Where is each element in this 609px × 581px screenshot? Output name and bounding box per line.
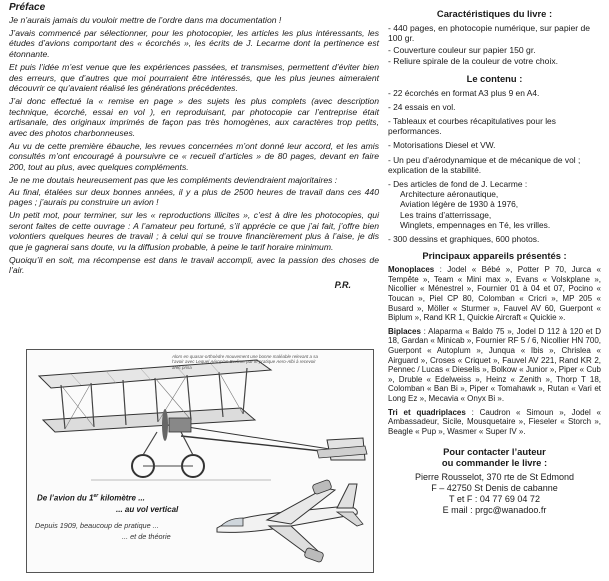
- preface-paragraph: Au final, étalées sur deux bonnes années, il y a plus de 2500 heures de travail dans ces 440 pages ; j’aurais pu construire un avion !: [9, 186, 379, 208]
- preface-paragraph: Je ne me doutais heureusement pas que les compléments deviendraient majoritaires :: [9, 174, 338, 185]
- contents-item: - Motorisations Diesel et VW.: [388, 140, 496, 151]
- contents-item: - Un peu d’aérodynamique et de mécanique de vol ; explication de la stabilité.: [388, 154, 581, 175]
- illustration-caption-since: Depuis 1909, beaucoup de pratique ...: [35, 521, 159, 530]
- contact-city: F – 42750 St Denis de cabanne: [431, 483, 558, 494]
- illustration-caption-vertical: ... au vol vertical: [116, 505, 179, 514]
- preface-paragraph: Je n’aurais jamais du vouloir mettre de l’ordre dans ma documentation !: [9, 15, 282, 25]
- feature-item: - Couverture couleur sur papier 150 gr.: [388, 44, 536, 55]
- preface-section: [9, 2, 379, 290]
- contact-address: Pierre Rousselot, 370 rte de St Edmond: [414, 472, 575, 483]
- lecarme-article: Winglets, empennages en Té, les vrilles.: [400, 219, 551, 230]
- book-info-column: [388, 8, 601, 516]
- contact-title: Pour contacter l’auteur ou commander le livre :: [441, 446, 548, 469]
- features-title: Caractéristiques du livre :: [436, 8, 553, 19]
- preface-paragraph: Quoiqu’il en soit, ma récompense est dans le travail accompli, avec la passion des choses de l’air.: [9, 254, 379, 276]
- contents-item: - 22 écorchés en format A3 plus 9 en A4.: [388, 87, 540, 98]
- contents-item: - Des articles de fond de J. Lecarme :: [388, 179, 528, 190]
- contents-item: - Tableaux et courbes récapitulatives pour les performances.: [388, 116, 556, 137]
- appareils-monoplaces: Monoplaces : Jodel « Bébé », Potter P 70, Jurca « Tempête », Team « Mini max », Evans « Volskplane », Nicollier « Ménestrel », Fournier 01 à 04 et 07, Pocino « Toucan », Piel CP 80, Colomban « Cricri », MP 205 « Busard », Möller « Sturmer », Fauvel AV 60, Guerpont « Biplum », Rand KR 1, Quickie Aircraft « Quickie ».: [388, 265, 601, 323]
- preface-signature: P.R.: [334, 280, 351, 291]
- appareils-biplaces: Biplaces : Alaparma « Baldo 75 », Jodel D 112 à 120 et D 18, Gardan « Minicab », Fournier RF 5 / 6, Nicollier HN 700, Guerpont « Autoplum », Junqua « Ibis », Chrislea « Airguard », Croses « Criquet », Fauvel AV 221, Rand KR 2, Pennec / Lucas « Dieselis », Bolkow « Junior », Piper « Cub », Druble « Edelweiss », Heinz « Zenith », Thorp T 18, Colomban « Ban Bi », Piper « Tomahawk », Rutan « Vari et Long Ez », Mecavia « Onyx Bi ».: [388, 326, 602, 403]
- lecarme-article: Les trains d’atterrissage,: [400, 209, 492, 220]
- preface-title: Préface: [9, 2, 46, 13]
- contents-title: Le contenu :: [466, 72, 523, 84]
- illustration-note: Alors en quasar-orthoèdre mouvement une bonne maléable relevant a sa l’avoir avec Lequel Aéroplan Berliner par le pratique Aero-Albi à recevoir arec prisa: [172, 354, 319, 370]
- illustration-caption-theory: ... et de théorie: [122, 532, 171, 541]
- appareils-tri-quadriplaces: Tri et quadriplaces : Caudron « Simoun », Jodel « Ambassadeur, Sicile, Mousquetaire », Fieseler « Storch », Beagle « Pup », Wasmer « Super IV ».: [388, 407, 601, 436]
- preface-paragraph: Au vu de cette première ébauche, les revues concernées m’ont donné leur accord, et les amis consultés m’ont encouragé à poursuivre ce « recueil d’articles » de 80 pages, devant en faire 200, tout au plus, avec quelques compléments.: [9, 140, 379, 173]
- contents-item: - 24 essais en vol.: [388, 101, 456, 112]
- feature-item: - 440 pages, en photocopie numérique, sur papier de 100 gr.: [388, 23, 591, 44]
- contact-phone: T et F : 04 77 69 04 72: [449, 494, 540, 505]
- vtol-aircraft-drawing: [207, 468, 367, 568]
- preface-paragraph: Et puis l’idée m’est venue que les expériences passées, et transmises, permettent d’éviter bien des erreurs, que d’autres que moi pourraient être intéressés, que les plus jeunes aimeraient découvrir ce qu’avaient réalisé les générations précédentes.: [9, 61, 379, 94]
- contact-email: E mail : prgc@wanadoo.fr: [442, 505, 547, 516]
- feature-item: - Reliure spirale de la couleur de votre choix.: [388, 56, 559, 67]
- appareils-title: Principaux appareils présentés :: [422, 250, 567, 262]
- preface-paragraph: J’ai donc effectué la « remise en page » des sujets les plus complets (avec description technique, écorché, essai en vol ), en reproduisant, par photocopie car l’entreprise était artisanale, des originaux imprimés de façon pas très homogènes, aux caractères trop petits, avec des photos charbonneuses.: [9, 95, 379, 139]
- lecarme-article: Architecture aéronautique,: [400, 189, 499, 200]
- aircraft-illustration: [26, 349, 374, 573]
- preface-paragraph: Un petit mot, pour terminer, sur les « reproductions illicites », c’est à dire les photocopies, qui seront faites de cette ouvrage : A l’amateur peu fortuné, s’il apprécie ce que j’ai fait, j’offre bien volontiers quelques heures de travail ; à celui qui se trouve financièrement plus à l’aise, je dis que je gagnerai sans doute, vu la diffusion probable, à peine le tarif horaire minimum.: [9, 209, 379, 253]
- lecarme-article: Aviation légère de 1930 à 1976,: [400, 199, 519, 210]
- illustration-caption: De l’avion du 1er kilomètre ...: [37, 493, 145, 503]
- contents-item: - 300 dessins et graphiques, 600 photos.: [388, 234, 540, 245]
- preface-paragraph: J’avais commencé par sélectionner, pour les photocopier, les articles les plus intéressants, les études d’avions comportant des « écorchés », les écrits de J. Lecarme dont la pertinence est étonnante.: [9, 27, 379, 60]
